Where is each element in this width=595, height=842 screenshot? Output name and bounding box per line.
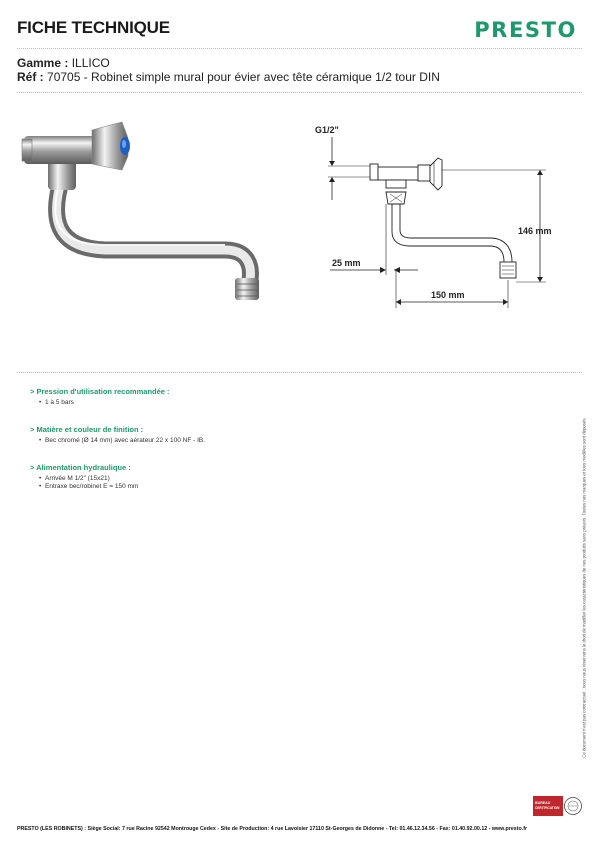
range-line xyxy=(17,56,440,70)
reference-label: Réf : xyxy=(17,70,44,84)
reach-dimension: 150 mm xyxy=(431,290,465,300)
thread-dimension: G1/2" xyxy=(315,125,339,135)
certification-line2: CERTIFICATION xyxy=(535,806,560,810)
certification-line1: BUREAU xyxy=(535,801,551,805)
specifications xyxy=(30,387,530,509)
product-meta xyxy=(17,56,440,84)
spec-supply xyxy=(30,463,530,491)
header-divider xyxy=(17,48,582,49)
offset-dimension: 25 mm xyxy=(332,258,361,268)
drawing-divider xyxy=(17,372,582,373)
spec-pressure xyxy=(30,387,530,407)
legal-side-note xyxy=(578,405,590,775)
document-title: FICHE TECHNIQUE xyxy=(17,18,170,37)
range-value: ILLICO xyxy=(71,56,110,70)
reference-value: 70705 - Robinet simple mural pour évier avec tête céramique 1/2 tour DIN xyxy=(47,70,440,84)
spec-pressure-item: • 1 à 5 bars xyxy=(39,399,530,407)
spec-finish xyxy=(30,425,530,445)
spec-supply-item: • Arrivée M 1/2" (15x21) xyxy=(39,475,530,483)
footer-address: PRESTO (LES ROBINETS) : Siège Social: 7 rue Racine 92542 Montrouge Cedex - Site de Production: 4 rue Lavoisier 17110 St-Georges de Didonne - Tel: 01.46.12.34.56 - Fax: 01.40.92.00.12 - www.presto.fr xyxy=(17,826,528,832)
spec-finish-item: • Bec chromé (Ø 14 mm) avec aérateur 22 x 100 NF - IB. xyxy=(39,437,530,445)
technical-drawing xyxy=(300,120,580,320)
spec-pressure-title: > Pression d'utilisation recommandée : xyxy=(30,387,170,396)
spec-supply-item: • Entraxe bec/robinet E = 150 mm xyxy=(39,483,530,491)
certification-logo xyxy=(533,796,583,816)
range-label: Gamme : xyxy=(17,56,69,70)
product-photo xyxy=(10,108,280,318)
reference-line xyxy=(17,70,440,84)
presto-logo: PRESTO xyxy=(474,18,577,42)
height-dimension: 146 mm xyxy=(518,226,552,236)
spec-finish-title: > Matière et couleur de finition : xyxy=(30,425,144,434)
legal-side-note-text: Ce document n'est pas contractuel ; nous nous réservons le droit de modifier les caractéristiques de nos produits sans préavis. Toutes nos marques et tous modèles sont déposés. xyxy=(581,417,587,758)
spec-supply-title: > Alimentation hydraulique : xyxy=(30,463,131,472)
meta-divider xyxy=(17,92,582,93)
